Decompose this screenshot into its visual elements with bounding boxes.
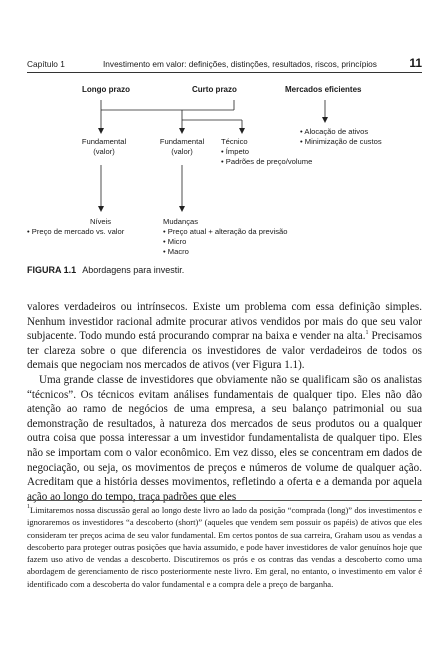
bullet-icon: • xyxy=(27,227,30,236)
footnote-ref[interactable]: 1 xyxy=(365,330,369,337)
bullet-icon: • xyxy=(163,237,166,246)
node-fundamental-left-label: Fundamental xyxy=(81,137,127,146)
node-fundamental-mid-sub: (valor) xyxy=(171,147,193,156)
figure-caption-label: FIGURA 1.1 xyxy=(27,265,77,275)
node-tecnico-label: Técnico xyxy=(221,137,248,146)
paragraph: Uma grande classe de investidores que obviamente não se qualificam são os analistas “técnicos”. Os técnicos evitam análises fundamentais de qualquer tipo. Eles não dão atenção ao ramo de negócios de uma empresa, a seu balanço patrimonial ou sua demonstração de resultados, à natureza dos mercados de seus produtos ou a qualquer outra coisa que possa interessar a um investidor fundamentalista de qualquer tipo. Eles não se importam com o valor econômico. Em vez disso, eles se concentram em dados de negociação, ou seja, os movimentos de preços e números de volume de qualquer ação. Acreditam que a história desses movimentos, refletindo a oferta e a demanda por aquela ação ao longo do tempo, traça padrões que eles xyxy=(27,373,422,503)
footnote-rule xyxy=(27,500,422,501)
list-item: • Minimização de custos xyxy=(300,137,382,146)
bullet-icon: • xyxy=(300,127,303,136)
bullet-icon: • xyxy=(221,147,224,156)
paragraph: valores verdadeiros ou intrínsecos. Existe um problema com essa definição simples. Nenhum investidor racional admite procurar ativos vendidos por mais do que seu valor subjacente. Todo mundo está procurando comprar na baixa e vender na alta.$^1$ Precisamos ter clareza sobre o que diferencia os investidores de valor verdadeiros de todos os demais que negociam nos mercados de ativos (ver Figura 1.1). xyxy=(27,301,422,372)
bullet-icon: • xyxy=(300,137,303,146)
figure-caption-text: Abordagens para investir. xyxy=(82,265,185,275)
list-item: • Macro xyxy=(163,247,189,256)
node-niveis xyxy=(27,217,124,237)
body-text xyxy=(27,300,422,504)
heading-curto-prazo: Curto prazo xyxy=(192,85,237,94)
heading-longo-prazo: Longo prazo xyxy=(82,85,130,94)
footnote xyxy=(27,504,422,590)
bullet-icon: • xyxy=(221,157,224,166)
list-item: • Padrões de preço/volume xyxy=(221,157,313,166)
node-mercados xyxy=(300,127,382,147)
bullet-icon: • xyxy=(163,227,166,236)
node-fundamental-left xyxy=(74,137,134,157)
node-fundamental-mid-label: Fundamental xyxy=(159,137,205,146)
heading-mercados-eficientes: Mercados eficientes xyxy=(285,85,362,94)
list-item: • Preço de mercado vs. valor xyxy=(27,227,125,236)
node-fundamental-left-sub: (valor) xyxy=(93,147,115,156)
node-mudancas xyxy=(163,217,287,257)
chapter-title: Investimento em valor: definições, distinções, resultados, riscos, princípios xyxy=(103,59,377,69)
list-item: • Preço atual + alteração da previsão xyxy=(163,227,288,236)
page-number: 11 xyxy=(409,56,422,70)
node-niveis-label: Níveis xyxy=(90,217,112,226)
footnote-text: Limitaremos nossa discussão geral ao longo deste livro ao lado da posição “comprada (long)” dos investimentos e ignoraremos os investidores “a descoberto (short)” (aqueles que vendem sem possuir os papéis) de ativos que eles consideram ter preços acima de seu valor fundamental. Em certos pontos de sua carreira, Graham usou as vendas a descoberto para proteger outras posições que havia assumido, e pode haver investidores de valor genuínos hoje que fazem uso ativo de vendas a descoberto. Discutiremos os prós e os contras das vendas a descoberto como uma abordagem de gerenciamento de risco posteriormente neste livro. Em geral, no entanto, o investimento em valor é identificado com a descoberta do valor fundamental e a compra dele a preço de barganha. xyxy=(27,505,422,589)
figure-investing-approaches xyxy=(0,0,448,290)
bullet-icon: • xyxy=(163,247,166,256)
figure-caption xyxy=(27,265,184,275)
footnote-number: 1 xyxy=(27,504,30,510)
node-tecnico xyxy=(221,137,312,167)
node-fundamental-mid xyxy=(152,137,212,157)
node-mudancas-label: Mudanças xyxy=(163,217,199,226)
list-item: • Micro xyxy=(163,237,187,246)
list-item: • Ímpeto xyxy=(221,147,250,156)
list-item: • Alocação de ativos xyxy=(300,127,369,136)
chapter-label: Capítulo 1 xyxy=(27,59,65,69)
